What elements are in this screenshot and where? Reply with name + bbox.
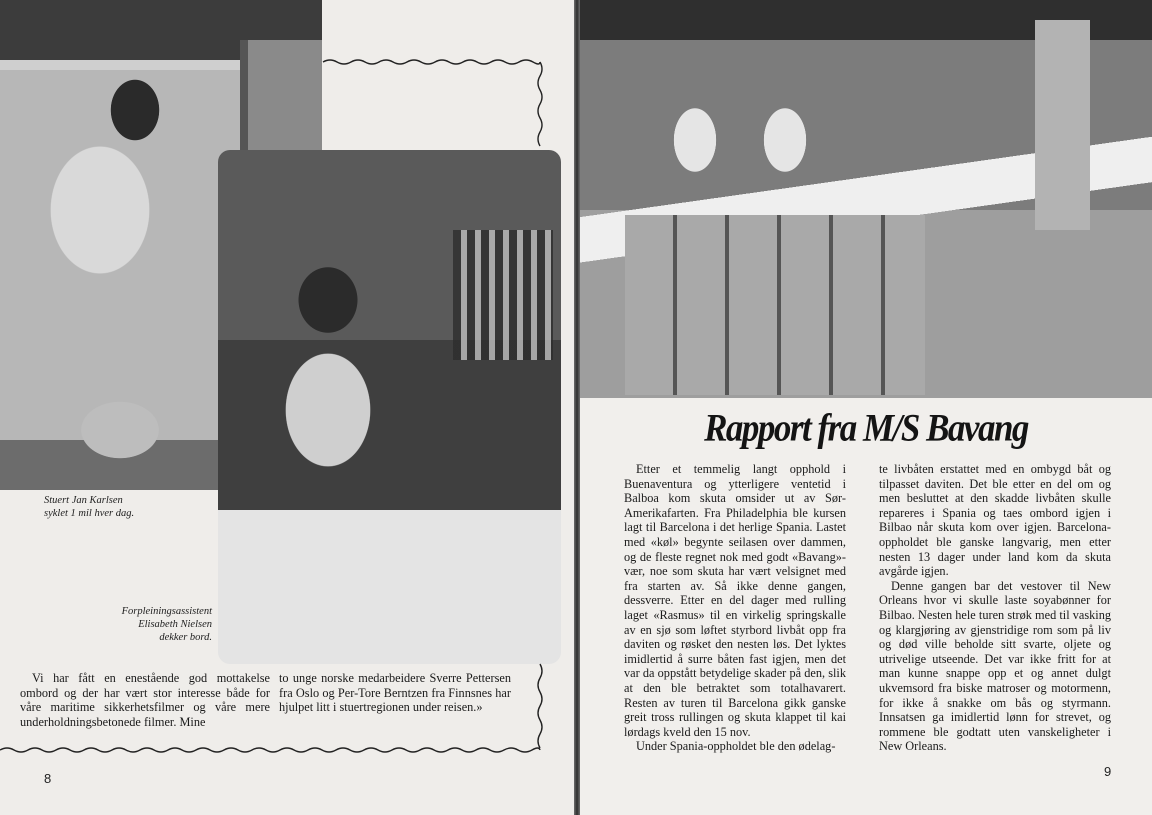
caption-line: syklet 1 mil hver dag. — [44, 508, 135, 519]
paragraph: to unge norske medarbeidere Sverre Pettersen fra Oslo og Per-Tore Berntzen fra Finnsnes har hjulpet litt i stuertregionen under reisen.» — [279, 671, 511, 715]
page-number-right: 9 — [1104, 764, 1112, 779]
right-page — [580, 0, 1152, 815]
paragraph: Under Spania-oppholdet ble den ødelag- — [636, 739, 836, 754]
right-text-column-1 — [624, 462, 846, 754]
photo-buffet-galley — [580, 0, 1152, 398]
caption-waitress — [70, 605, 212, 644]
right-text-column-2 — [879, 462, 1111, 754]
paragraph: Denne gangen bar det vestover til New Orleans hvor vi skulle laste soyabønner for Bilbao. Nesten hele turen strøk med til vasking og klargjøring av gjenstridige rom som på liv og død ville beholde sitt svarte, oljete og utrivelige utseende. Det var ikke fritt for at man kunne snappe opp et og annet dulgt ukvemsord fra biske matroser og motormenn, for ikke å snakke om bås og styrmann. Innsatsen ga imidlertid lønn for strevet, og rommene ble godtatt uten vanskeligheter i New Orleans. — [879, 578, 1111, 754]
caption-line: Stuert Jan Karlsen — [44, 495, 123, 506]
paragraph: Etter et temmelig langt opphold i Buenaventura og ytterligere ventetid i Balboa kom skuta omsider ut av Sør-Amerikafarten. Fra Philadelphia ble kursen lagt til Barcelona i det herlige Spania. Lastet med «køl» begynte seilasen over dammen, og de fleste regnet nok med godt «Bavang»-vær, noe som skuta har vært velsignet med fra starten av. Så ikke denne gangen, dessverre. Etter en del dager med rulling laget «Rasmus» til en virkelig springskalle av en sjø som løftet styrbord livbåt opp fra daviten og røsket den nesten løs. Det lyktes imidlertid å surre båten fast igjen, men det var da oppstått betydelige skader på den, slik at den ble betraktet som totalhavarert. Resten av turen til Barcelona gikk ganske greit tross rullingen og skuta klappet til kai lørdags kveld den 15 nov. — [624, 462, 846, 739]
paragraph: te livbåten erstattet med en ombygd båt og tilpasset daviten. Det ble etter en del om og men besluttet at den skadde livbåten skulle repareres i Spania og taes ombord igjen i Bilbao når skuta kom over igjen. Barcelona-oppholdet ble ganske langvarig, men etter nesten 13 dager under land kom da skuta avgårde igjen. — [879, 462, 1111, 579]
article-title: Rapport fra M/S Bavang — [704, 405, 1028, 450]
left-text-column-2 — [279, 671, 511, 715]
caption-cyclist — [44, 494, 204, 520]
caption-line: dekker bord. — [159, 632, 212, 643]
paragraph: Vi har fått en enestående god mottakelse ombord og der har vært stor interesse både for våre maritime sikkerhetsfilmer og våre mere underholdningsbetonede filmer. Mine — [20, 671, 270, 729]
left-page — [0, 0, 574, 815]
photo-assistant-setting-table — [218, 150, 561, 664]
left-text-column-1 — [20, 671, 270, 729]
page-number-left: 8 — [44, 771, 52, 786]
caption-line: Forpleiningsassistent — [121, 606, 212, 617]
caption-line: Elisabeth Nielsen — [138, 619, 212, 630]
